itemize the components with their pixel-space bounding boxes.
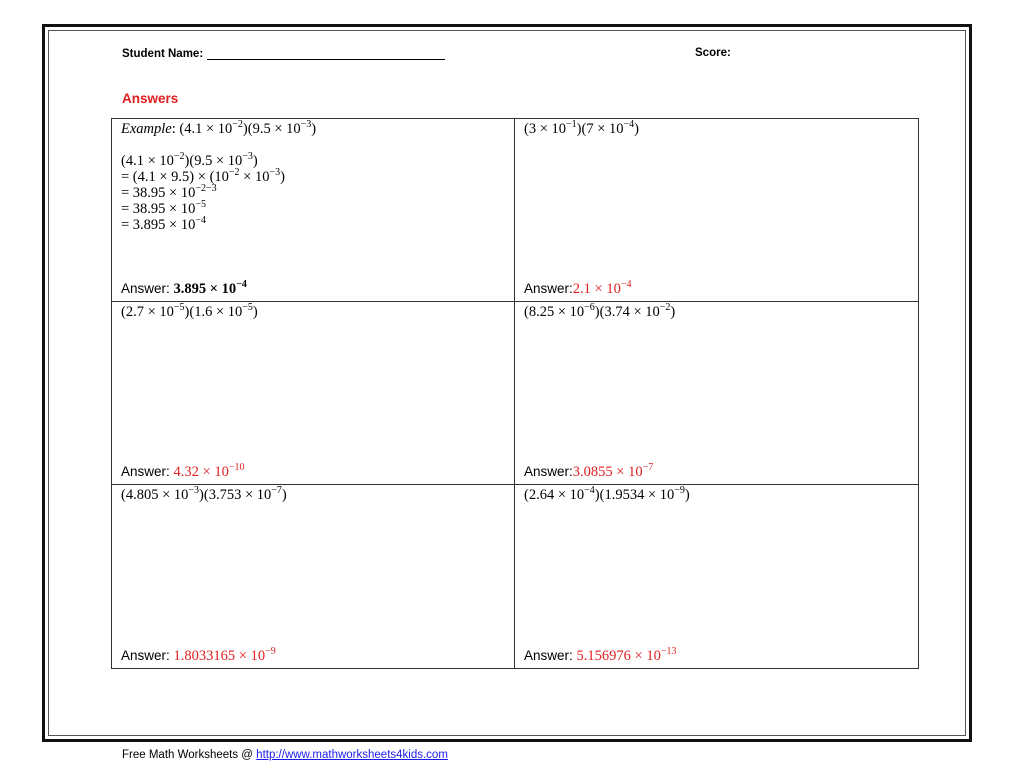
answer-label: Answer: (524, 648, 573, 663)
answers-title: Answers (122, 91, 179, 106)
problem-answer (524, 464, 653, 481)
student-name-blank (207, 47, 445, 60)
student-name-field (122, 47, 445, 60)
answer-value: $3.895 \times 10^{-4}$ (173, 279, 247, 297)
example-problem (121, 121, 316, 138)
example-cell (112, 119, 515, 302)
problem-answer (524, 281, 631, 298)
problem-expression: $(3 \times 10^{-1})(7 \times 10^{-4})$ (524, 119, 639, 137)
answer-value: $2.1 \times 10^{-4}$ (572, 279, 632, 297)
problem-cell (112, 302, 515, 485)
example-step: = $38.95 \times 10^{-5}$ (121, 199, 206, 217)
answer-label: Answer: (524, 281, 573, 296)
problem-answer (121, 464, 245, 481)
example-step: = $3.895 \times 10^{-4}$ (121, 215, 206, 233)
problem-cell (112, 485, 515, 668)
example-steps (121, 153, 285, 233)
answer-label: Answer: (121, 281, 170, 296)
answer-value: $4.32 \times 10^{-10}$ (173, 462, 245, 480)
problem-expression: $(2.7 \times 10^{-5})(1.6 \times 10^{-5})$ (121, 302, 258, 320)
problem-answer (121, 648, 276, 665)
problem-cell (515, 485, 918, 668)
problem-expression: $(2.64 \times 10^{-4})(1.9534 \times 10^{-9})$ (524, 485, 690, 503)
example-step: = $38.95 \times 10^{-2-3}$ (121, 183, 217, 201)
answer-label: Answer: (121, 648, 170, 663)
footer (122, 749, 448, 761)
problem-answer (524, 648, 677, 665)
answer-value: $5.156976 \times 10^{-13}$ (576, 646, 677, 664)
problem-expression: $(8.25 \times 10^{-6})(3.74 \times 10^{-2})$ (524, 302, 676, 320)
example-label: Example (121, 121, 172, 137)
problem-expression: $(4.805 \times 10^{-3})(3.753 \times 10^{-7})$ (121, 485, 287, 503)
example-step: = $(4.1 \times 9.5) \times (10^{-2} \times 10^{-3})$ (121, 167, 285, 185)
answer-value: $1.8033165 \times 10^{-9}$ (173, 646, 276, 664)
footer-prefix: Free Math Worksheets @ (122, 749, 257, 761)
score-label: Score: (695, 47, 731, 59)
problem-grid (111, 118, 919, 669)
problem-cell (515, 302, 918, 485)
footer-link[interactable]: http://www.mathworksheets4kids.com (256, 749, 448, 761)
answer-label: Answer: (524, 464, 573, 479)
example-answer (121, 281, 247, 298)
example-step: $(4.1 \times 10^{-2})(9.5 \times 10^{-3})$ (121, 151, 258, 169)
answer-label: Answer: (121, 464, 170, 479)
student-name-label: Student Name: (122, 48, 204, 60)
answer-value: $3.0855 \times 10^{-7}$ (572, 462, 654, 480)
problem-cell (515, 119, 918, 302)
example-expression: : $(4.1 \times 10^{-2})(9.5 \times 10^{-3})$ (171, 119, 317, 137)
